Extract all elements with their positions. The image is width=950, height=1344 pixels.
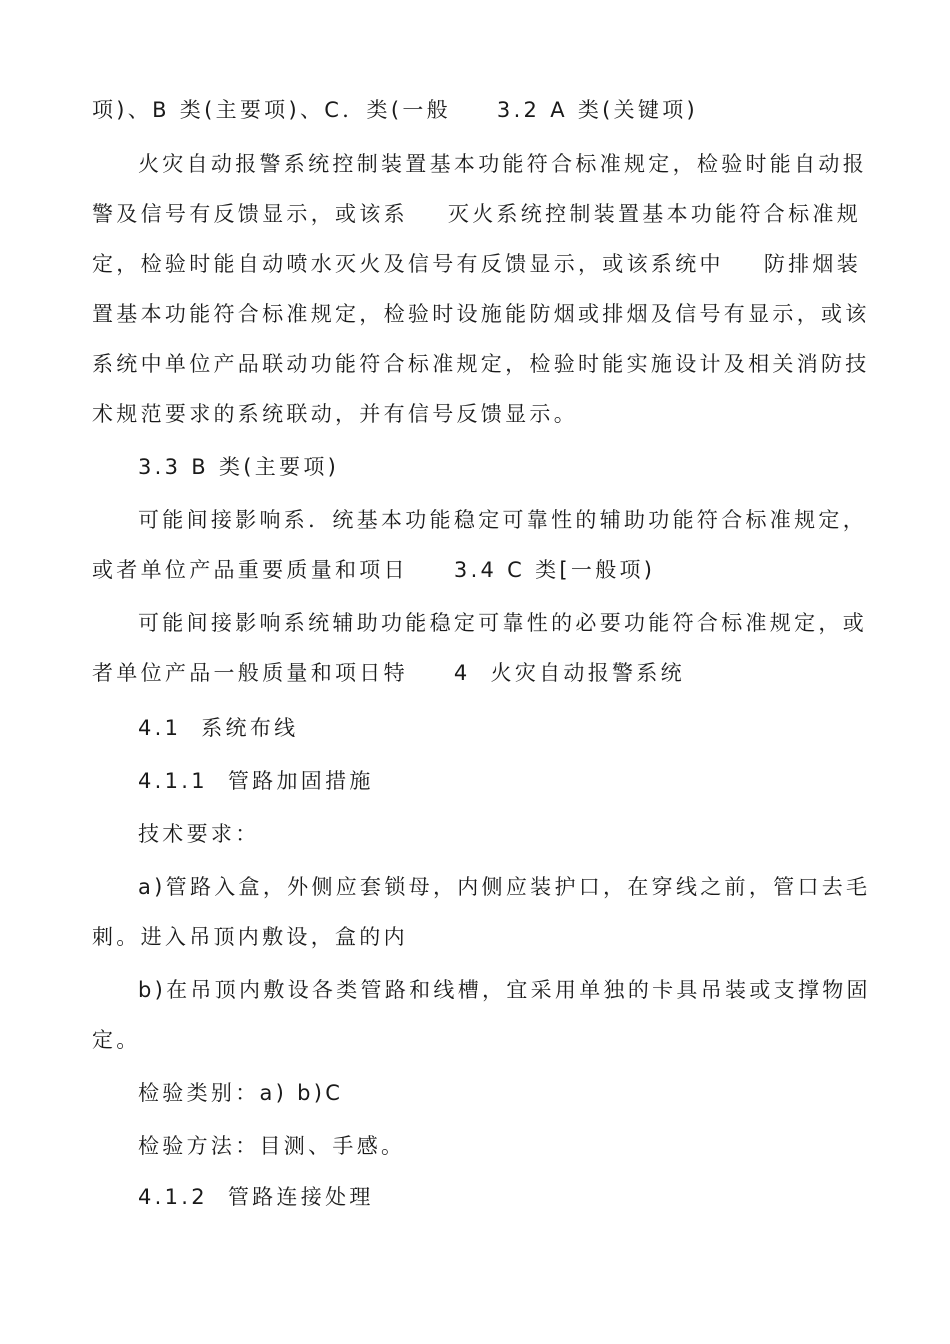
section-heading-4-1 — [138, 714, 298, 742]
paragraph-first-line — [138, 609, 867, 637]
text-segment: 防排烟装 — [763, 252, 862, 276]
text-segment: 警及信号有反馈显示，或该系 — [92, 202, 408, 226]
text-segment: 项)、B 类(主要项)、C．类(一般 — [92, 98, 451, 122]
text-segment: 技术要求： — [138, 822, 260, 846]
text-segment: 3.4 C 类[一般项) — [453, 558, 656, 582]
label-inspection-method — [138, 1132, 405, 1160]
text-segment: 检验类别：a) b)C — [138, 1081, 344, 1105]
text-segment: 刺。进入吊顶内敷设，盒的内 — [92, 925, 408, 949]
text-line — [92, 300, 870, 328]
text-segment: 检验方法：目测、手感。 — [138, 1134, 406, 1158]
text-line — [92, 1026, 141, 1054]
text-segment: 置基本功能符合标准规定，检验时设施能防烟或排烟及信号有显示，或该 — [92, 302, 870, 326]
text-segment: 系统中单位产品联动功能符合标准规定，检验时能实施设计及相关消防技 — [92, 352, 870, 376]
list-item-a — [138, 873, 870, 901]
text-segment: 3.2 A 类(关键项) — [496, 98, 699, 122]
text-line — [92, 659, 685, 687]
text-segment: 4 火灾自动报警系统 — [453, 661, 685, 685]
text-segment: 4.1.1 管路加固措施 — [138, 769, 374, 793]
label-inspection-category — [138, 1079, 343, 1107]
section-heading-4-1-2 — [138, 1183, 374, 1211]
text-line — [92, 556, 655, 584]
text-segment: 3.3 B 类(主要项) — [138, 455, 340, 479]
text-segment: 术规范要求的系统联动，并有信号反馈显示。 — [92, 402, 578, 426]
paragraph-first-line — [138, 150, 867, 178]
text-segment: 可能间接影响系．统基本功能稳定可靠性的辅助功能符合标准规定， — [138, 508, 867, 532]
text-line — [92, 96, 698, 124]
text-segment: 定，检验时能自动喷水灭火及信号有反馈显示，或该系统中 — [92, 252, 724, 276]
text-line — [92, 350, 870, 378]
text-segment: 灭火系统控制装置基本功能符合标准规 — [447, 202, 862, 226]
label-technical-requirements — [138, 820, 260, 848]
text-segment: 4.1.2 管路连接处理 — [138, 1185, 374, 1209]
text-segment: 定。 — [92, 1028, 141, 1052]
text-line — [92, 400, 578, 428]
section-heading-4-1-1 — [138, 767, 374, 795]
list-item-b — [138, 976, 871, 1004]
text-segment: 或者单位产品重要质量和项日 — [92, 558, 408, 582]
section-heading-3-3 — [138, 453, 339, 481]
paragraph-first-line — [138, 506, 867, 534]
text-line — [92, 200, 861, 228]
text-line — [92, 923, 408, 951]
text-segment: a)管路入盒，外侧应套锁母，内侧应装护口，在穿线之前，管口去毛 — [138, 875, 871, 899]
text-line — [92, 250, 861, 278]
text-segment: 4.1 系统布线 — [138, 716, 299, 740]
text-segment: b)在吊顶内敷设各类管路和线槽，宜采用单独的卡具吊装或支撑物固 — [138, 978, 871, 1002]
text-segment: 者单位产品一般质量和项日特 — [92, 661, 408, 685]
text-segment: 可能间接影响系统辅助功能稳定可靠性的必要功能符合标准规定，或 — [138, 611, 867, 635]
text-segment: 火灾自动报警系统控制装置基本功能符合标准规定，检验时能自动报 — [138, 152, 867, 176]
